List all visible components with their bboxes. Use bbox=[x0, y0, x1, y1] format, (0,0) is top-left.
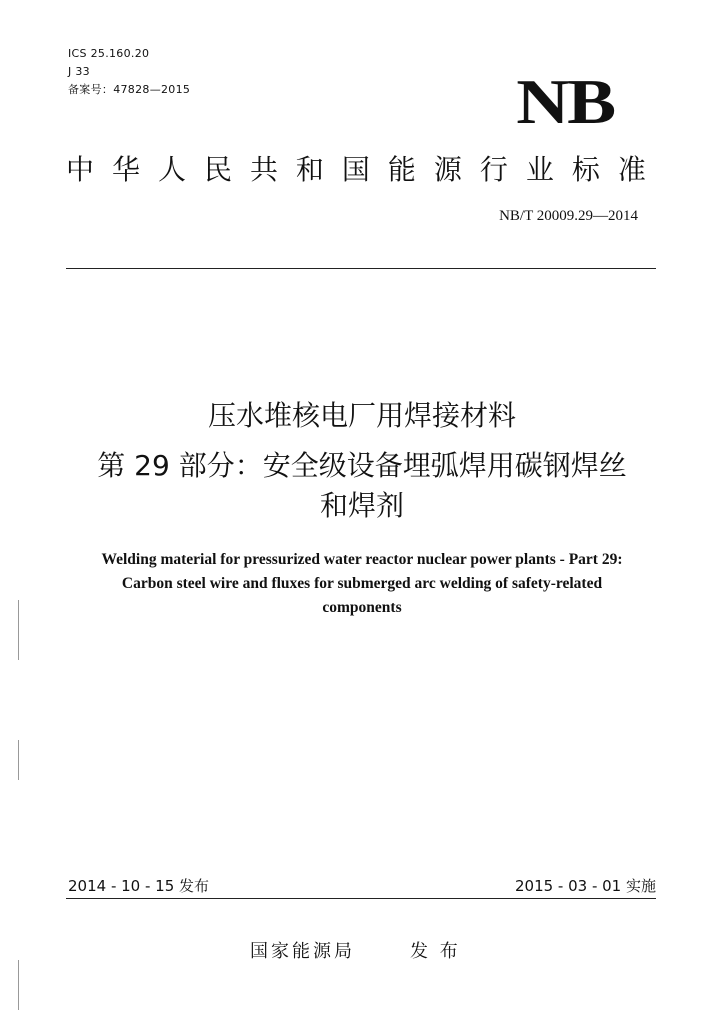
record-number: 备案号：47828—2015 bbox=[68, 83, 191, 96]
org-char: 和 bbox=[295, 153, 324, 186]
english-title-line-2: Carbon steel wire and fluxes for submerged arc welding of safety-related bbox=[121, 575, 603, 592]
publisher-organization: 国家能源局 bbox=[250, 941, 355, 962]
org-char: 中 bbox=[66, 153, 95, 186]
publisher-action: 发 布 bbox=[410, 941, 461, 962]
org-char: 华 bbox=[111, 153, 140, 186]
org-char: 行 bbox=[479, 153, 508, 186]
english-title-line-3: components bbox=[322, 599, 402, 616]
org-char: 民 bbox=[203, 153, 232, 186]
org-char: 国 bbox=[341, 153, 370, 186]
scan-margin-mark bbox=[18, 960, 19, 1010]
org-char: 标 bbox=[571, 153, 600, 186]
org-char: 准 bbox=[617, 153, 646, 186]
org-char: 业 bbox=[525, 153, 554, 186]
standard-number: NB/T 20009.29—2014 bbox=[499, 208, 638, 224]
org-char: 源 bbox=[433, 153, 462, 186]
chinese-title-line-1: 压水堆核电厂用焊接材料 bbox=[207, 399, 516, 432]
implementation-date: 2015 - 03 - 01 实施 bbox=[514, 877, 656, 895]
english-title-line-1: Welding material for pressurized water reactor nuclear power plants - Part 29: bbox=[101, 551, 623, 568]
issue-date: 2014 - 10 - 15 发布 bbox=[68, 877, 210, 895]
header-divider bbox=[66, 268, 656, 269]
org-char: 共 bbox=[249, 153, 278, 186]
chinese-title-line-2: 第 29 部分：安全级设备埋弧焊用碳钢焊丝 bbox=[97, 449, 627, 482]
org-char: 人 bbox=[157, 153, 186, 186]
org-char: 能 bbox=[387, 153, 416, 186]
nb-logo: NB bbox=[516, 66, 614, 137]
scan-margin-mark bbox=[18, 740, 19, 780]
ics-code: ICS 25.160.20 bbox=[68, 47, 150, 60]
date-divider bbox=[66, 898, 656, 899]
standard-organization bbox=[66, 152, 646, 188]
scan-margin-mark bbox=[18, 600, 19, 660]
classification-code: J 33 bbox=[68, 65, 90, 78]
chinese-title-line-3: 和焊剂 bbox=[319, 489, 404, 522]
